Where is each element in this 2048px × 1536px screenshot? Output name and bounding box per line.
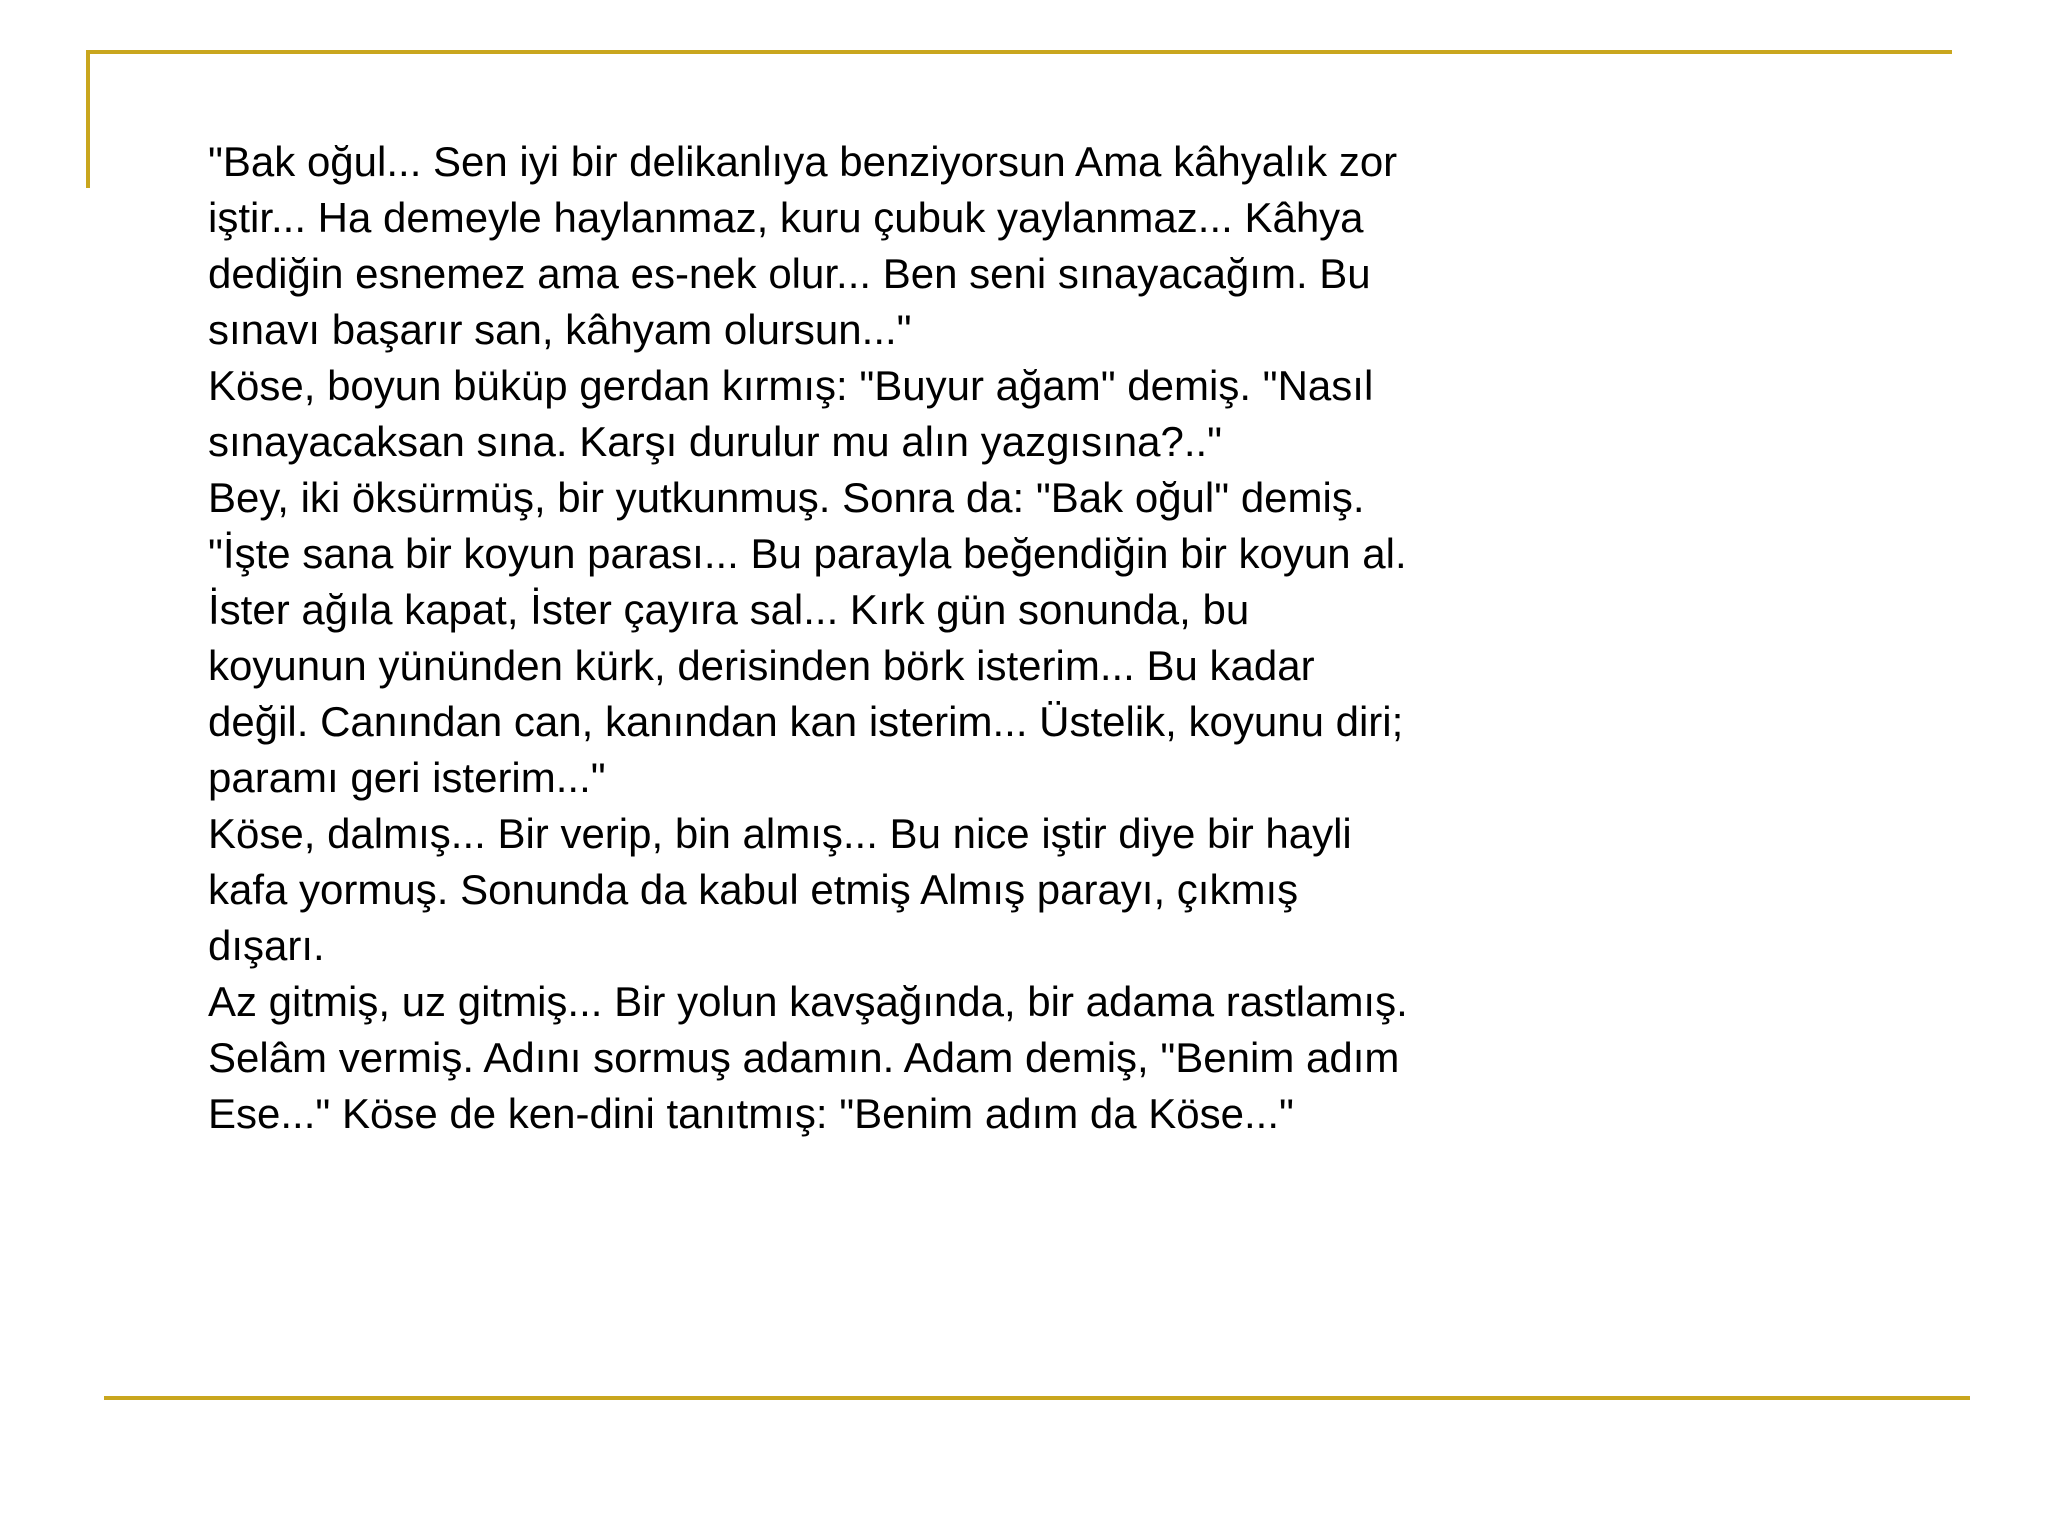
left-divider [86,50,90,188]
text-line: Bey, iki öksürmüş, bir yutkunmuş. Sonra da: "Bak oğul" demiş. [208,474,1365,521]
text-line: sınayacaksan sına. Karşı durulur mu alın yazgısına?.." [208,418,1223,465]
text-line: Az gitmiş, uz gitmiş... Bir yolun kavşağında, bir adama rastlamış. [208,978,1408,1025]
text-line: değil. Canından can, kanından kan isterim... Üstelik, koyunu diri; [208,698,1404,745]
text-line: iştir... Ha demeyle haylanmaz, kuru çubuk yaylanmaz... Kâhya [208,194,1364,241]
text-line: koyunun yününden kürk, derisinden börk isterim... Bu kadar [208,642,1315,689]
text-line: sınavı başarır san, kâhyam olursun..." [208,306,912,353]
text-line: "Bak oğul... Sen iyi bir delikanlıya benziyorsun Ama kâhyalık zor [208,138,1398,185]
text-line: paramı geri isterim..." [208,754,606,801]
top-divider [86,50,1952,54]
text-line: Selâm vermiş. Adını sormuş adamın. Adam demiş, "Benim adım [208,1034,1400,1081]
text-line: dışarı. [208,922,325,969]
bottom-divider [104,1396,1970,1400]
text-line: Köse, boyun büküp gerdan kırmış: "Buyur ağam" demiş. "Nasıl [208,362,1374,409]
text-line: Ese..." Köse de ken-dini tanıtmış: "Benim adım da Köse..." [208,1090,1294,1137]
text-line: kafa yormuş. Sonunda da kabul etmiş Almış parayı, çıkmış [208,866,1299,913]
text-line: "İşte sana bir koyun parası... Bu parayla beğendiğin bir koyun al. [208,530,1407,577]
story-text [208,134,1648,1142]
text-line: dediğin esnemez ama es-nek olur... Ben seni sınayacağım. Bu [208,250,1371,297]
text-line: Köse, dalmış... Bir verip, bin almış... Bu nice iştir diye bir hayli [208,810,1352,857]
text-line: İster ağıla kapat, İster çayıra sal... Kırk gün sonunda, bu [208,586,1250,633]
